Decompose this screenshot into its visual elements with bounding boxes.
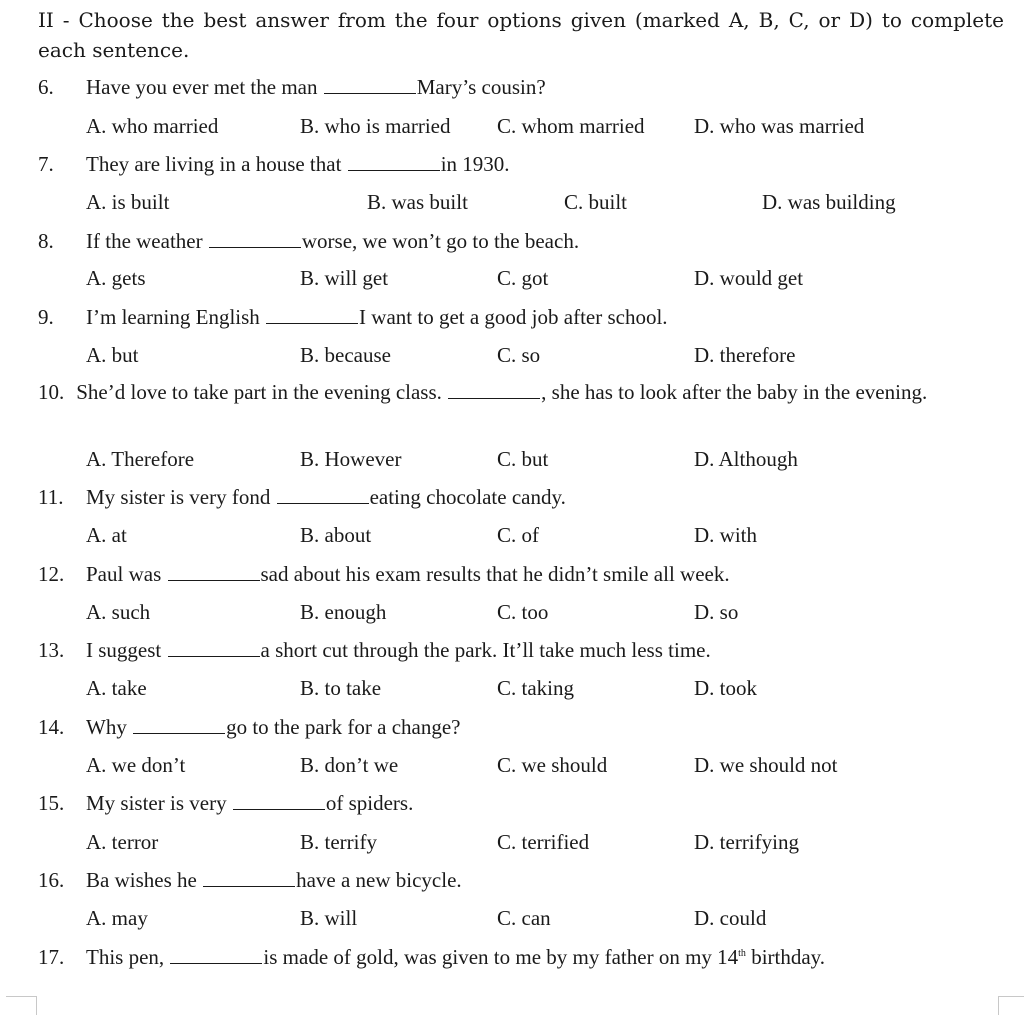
question-number: 13. bbox=[38, 638, 65, 662]
options-row bbox=[0, 186, 1024, 218]
option-c: C. too bbox=[497, 600, 549, 624]
option-a: A. take bbox=[86, 676, 147, 700]
option-c: C. taking bbox=[497, 676, 574, 700]
ordinal-suffix: th bbox=[738, 948, 746, 959]
question-6 bbox=[0, 71, 1024, 103]
options-row bbox=[0, 596, 1024, 628]
options-row bbox=[0, 262, 1024, 294]
option-a: A. who married bbox=[86, 114, 219, 138]
section-heading: II - Choose the best answer from the four options given (marked A, B, C, or D) to complete each sentence. bbox=[38, 8, 1004, 62]
option-b: B. will get bbox=[300, 266, 389, 290]
option-a: A. but bbox=[86, 343, 139, 367]
question-16 bbox=[0, 864, 1024, 896]
question-number: 15. bbox=[38, 791, 65, 815]
option-b: B. about bbox=[300, 523, 372, 547]
option-c: C. terrified bbox=[497, 830, 590, 854]
question-stem: This pen, is made of gold, was given to me by my father on my 14th birthday. bbox=[86, 945, 826, 969]
option-c: C. we should bbox=[497, 753, 608, 777]
question-12 bbox=[0, 558, 1024, 590]
option-a: A. may bbox=[86, 906, 148, 930]
option-d: D. Although bbox=[694, 447, 798, 471]
question-number: 14. bbox=[38, 715, 65, 739]
options-row bbox=[0, 339, 1024, 371]
question-stem: Why go to the park for a change? bbox=[86, 715, 461, 739]
options-row bbox=[0, 902, 1024, 934]
option-b: B. because bbox=[300, 343, 391, 367]
option-b: B. who is married bbox=[300, 114, 451, 138]
answer-blank bbox=[233, 808, 325, 810]
option-b: B. don’t we bbox=[300, 753, 399, 777]
option-d: D. would get bbox=[694, 266, 804, 290]
page-corner-mark-left bbox=[6, 996, 37, 1015]
question-7 bbox=[0, 148, 1024, 180]
options-row bbox=[0, 749, 1024, 781]
question-number: 10. bbox=[38, 380, 65, 404]
options-row bbox=[0, 672, 1024, 704]
question-number: 16. bbox=[38, 868, 65, 892]
question-stem: My sister is very of spiders. bbox=[86, 791, 414, 815]
option-d: D. took bbox=[694, 676, 757, 700]
question-stem: My sister is very fond eating chocolate candy. bbox=[86, 485, 566, 509]
question-stem-after: , she has to look after the baby in the evening. bbox=[541, 380, 928, 404]
option-c: C. whom married bbox=[497, 114, 645, 138]
option-b: B. terrify bbox=[300, 830, 377, 854]
question-stem-before: She’d love to take part in the evening class. bbox=[76, 380, 448, 404]
question-8 bbox=[0, 225, 1024, 257]
option-d: D. was building bbox=[762, 190, 896, 214]
option-d: D. therefore bbox=[694, 343, 796, 367]
option-a: A. is built bbox=[86, 190, 170, 214]
option-a: A. terror bbox=[86, 830, 159, 854]
option-a: A. we don’t bbox=[86, 753, 186, 777]
answer-blank bbox=[448, 397, 540, 399]
option-d: D. terrifying bbox=[694, 830, 799, 854]
answer-blank bbox=[324, 92, 416, 94]
question-17 bbox=[0, 941, 1024, 973]
option-b: B. to take bbox=[300, 676, 382, 700]
answer-blank bbox=[203, 885, 295, 887]
question-stem: I’m learning English I want to get a good job after school. bbox=[86, 305, 668, 329]
question-13 bbox=[0, 634, 1024, 666]
question-11 bbox=[0, 481, 1024, 513]
option-c: C. so bbox=[497, 343, 541, 367]
option-a: A. such bbox=[86, 600, 151, 624]
page-corner-mark-right bbox=[998, 996, 1024, 1015]
option-d: D. who was married bbox=[694, 114, 865, 138]
option-b: B. However bbox=[300, 447, 402, 471]
question-stem: If the weather worse, we won’t go to the beach. bbox=[86, 229, 580, 253]
question-stem: Ba wishes he have a new bicycle. bbox=[86, 868, 462, 892]
answer-blank bbox=[209, 246, 301, 248]
question-number: 11. bbox=[38, 485, 64, 509]
option-a: A. Therefore bbox=[86, 447, 195, 471]
answer-blank bbox=[348, 169, 440, 171]
answer-blank bbox=[266, 322, 358, 324]
answer-blank bbox=[168, 579, 260, 581]
answer-blank bbox=[170, 962, 262, 964]
option-c: C. can bbox=[497, 906, 551, 930]
answer-blank bbox=[168, 655, 260, 657]
question-15 bbox=[0, 787, 1024, 819]
answer-blank bbox=[277, 502, 369, 504]
question-number: 17. bbox=[38, 945, 65, 969]
question-9 bbox=[0, 301, 1024, 333]
option-c: C. of bbox=[497, 523, 539, 547]
options-row bbox=[0, 443, 1024, 475]
question-stem: Have you ever met the man Mary’s cousin? bbox=[86, 75, 546, 99]
option-d: D. we should not bbox=[694, 753, 838, 777]
option-a: A. at bbox=[86, 523, 127, 547]
options-row bbox=[0, 519, 1024, 551]
question-number: 9. bbox=[38, 305, 54, 329]
question-14 bbox=[0, 711, 1024, 743]
question-stem: I suggest a short cut through the park. It’ll take much less time. bbox=[86, 638, 711, 662]
question-number: 12. bbox=[38, 562, 65, 586]
answer-blank bbox=[133, 732, 225, 734]
option-d: D. with bbox=[694, 523, 757, 547]
option-b: B. will bbox=[300, 906, 358, 930]
question-10 bbox=[38, 377, 1004, 407]
question-stem: They are living in a house that in 1930. bbox=[86, 152, 510, 176]
option-c: C. but bbox=[497, 447, 549, 471]
option-d: D. could bbox=[694, 906, 767, 930]
options-row bbox=[0, 110, 1024, 142]
option-c: C. got bbox=[497, 266, 549, 290]
question-number: 6. bbox=[38, 75, 54, 99]
options-row bbox=[0, 826, 1024, 858]
option-b: B. was built bbox=[367, 190, 468, 214]
option-b: B. enough bbox=[300, 600, 387, 624]
option-d: D. so bbox=[694, 600, 739, 624]
question-stem: Paul was sad about his exam results that he didn’t smile all week. bbox=[86, 562, 730, 586]
option-a: A. gets bbox=[86, 266, 146, 290]
question-number: 7. bbox=[38, 152, 54, 176]
option-c: C. built bbox=[564, 190, 628, 214]
question-number: 8. bbox=[38, 229, 54, 253]
